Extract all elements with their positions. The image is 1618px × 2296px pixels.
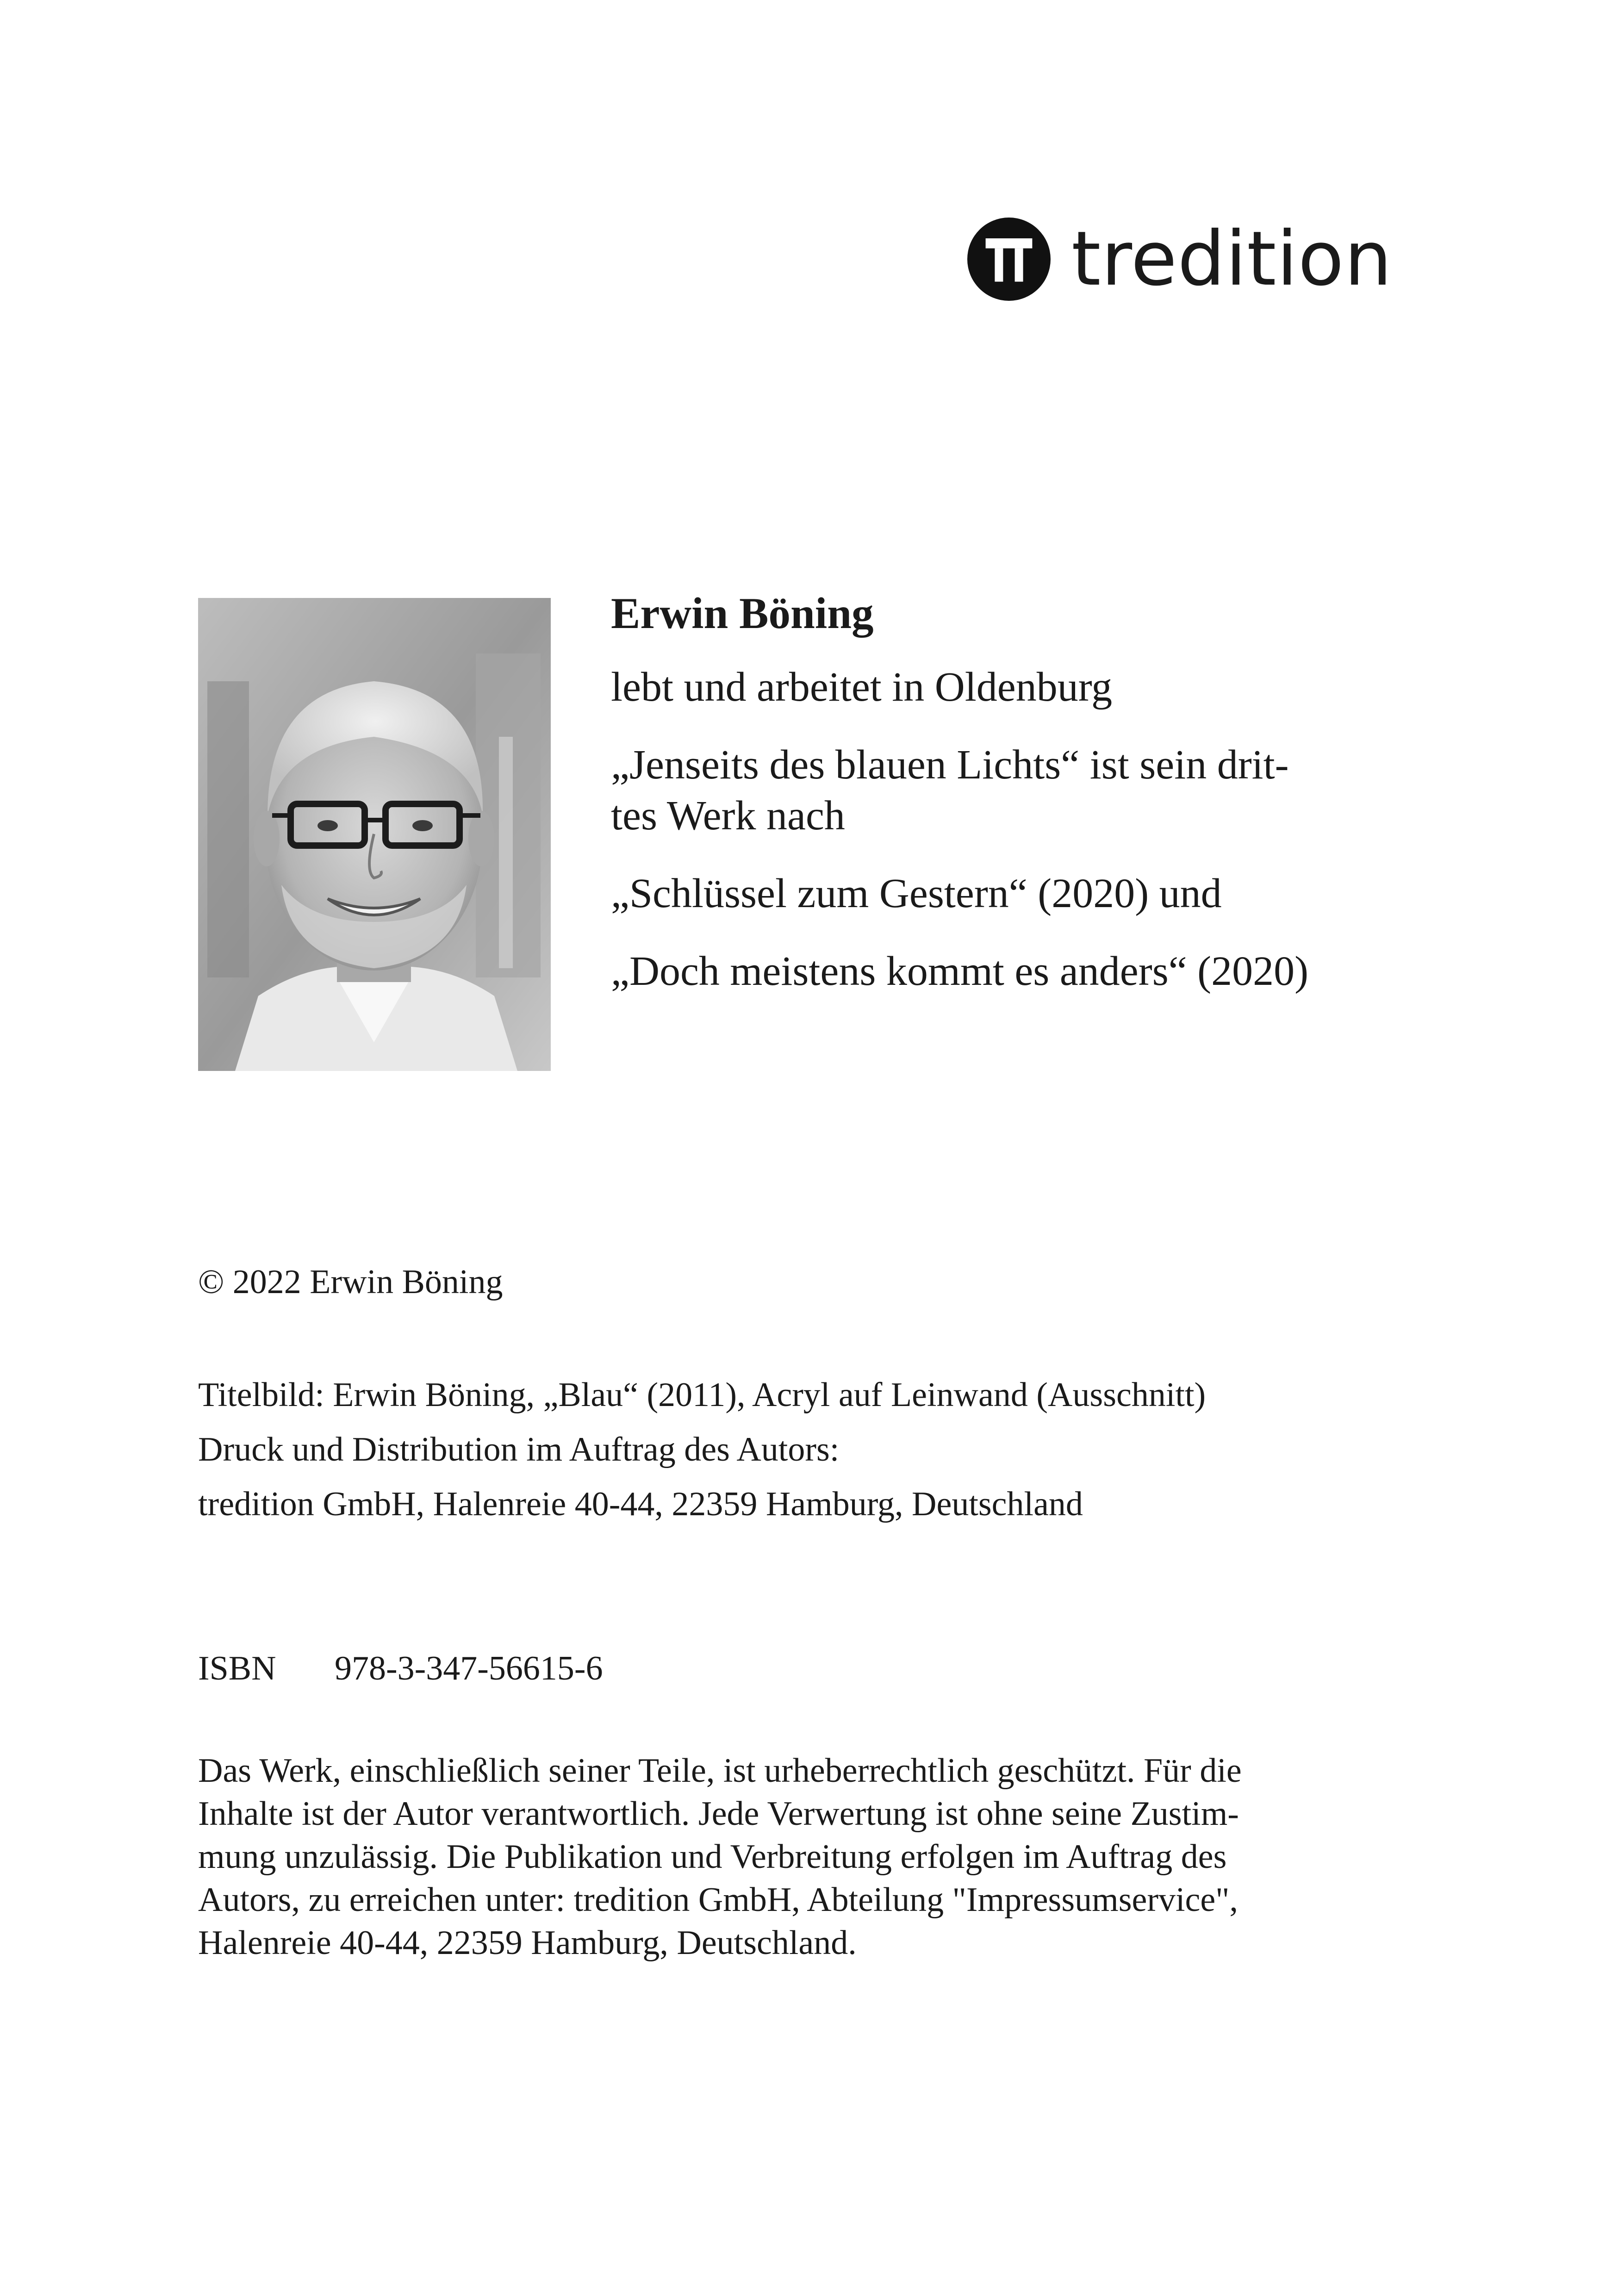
imprint-block xyxy=(198,1368,1206,1531)
imprint-line: Titelbild: Erwin Böning, „Blau“ (2011), Acryl auf Leinwand (Ausschnitt) xyxy=(198,1376,1206,1414)
imprint-line: tredition GmbH, Halenreie 40-44, 22359 Hamburg, Deutschland xyxy=(198,1485,1083,1523)
author-name: Erwin Böning xyxy=(611,589,874,638)
bio-line: „Doch meistens kommt es anders“ (2020) xyxy=(611,948,1309,994)
author-bio xyxy=(611,585,1435,1024)
legal-notice xyxy=(198,1749,1383,1965)
author-photo xyxy=(198,598,551,1071)
isbn-label: ISBN xyxy=(198,1649,276,1687)
legal-line: Halenreie 40-44, 22359 Hamburg, Deutschland. xyxy=(198,1924,857,1962)
legal-line: Autors, zu erreichen unter: tredition GmbH, Abteilung "Impressumservice", xyxy=(198,1881,1238,1919)
legal-line: Das Werk, einschließlich seiner Teile, ist urheberrechtlich geschützt. Für die xyxy=(198,1752,1242,1790)
legal-line: mung unzulässig. Die Publikation und Verbreitung erfolgen im Auftrag des xyxy=(198,1838,1227,1876)
bio-line: „Schlüssel zum Gestern“ (2020) und xyxy=(611,871,1222,916)
isbn-value: 978-3-347-56615-6 xyxy=(335,1649,603,1687)
bio-line: lebt und arbeitet in Oldenburg xyxy=(611,664,1113,710)
copyright-notice: © 2022 Erwin Böning xyxy=(198,1263,503,1301)
isbn-row xyxy=(198,1645,603,1692)
imprint-line: Druck und Distribution im Auftrag des Autors: xyxy=(198,1431,840,1468)
publisher-logo xyxy=(967,218,1392,301)
bio-line: „Jenseits des blauen Lichts“ ist sein drit- tes Werk nach xyxy=(611,742,1289,839)
logo-wordmark: tredition xyxy=(1071,216,1393,303)
legal-line: Inhalte ist der Autor verantwortlich. Jede Verwertung ist ohne seine Zustim- xyxy=(198,1795,1239,1833)
tredition-logo-icon xyxy=(967,218,1051,301)
